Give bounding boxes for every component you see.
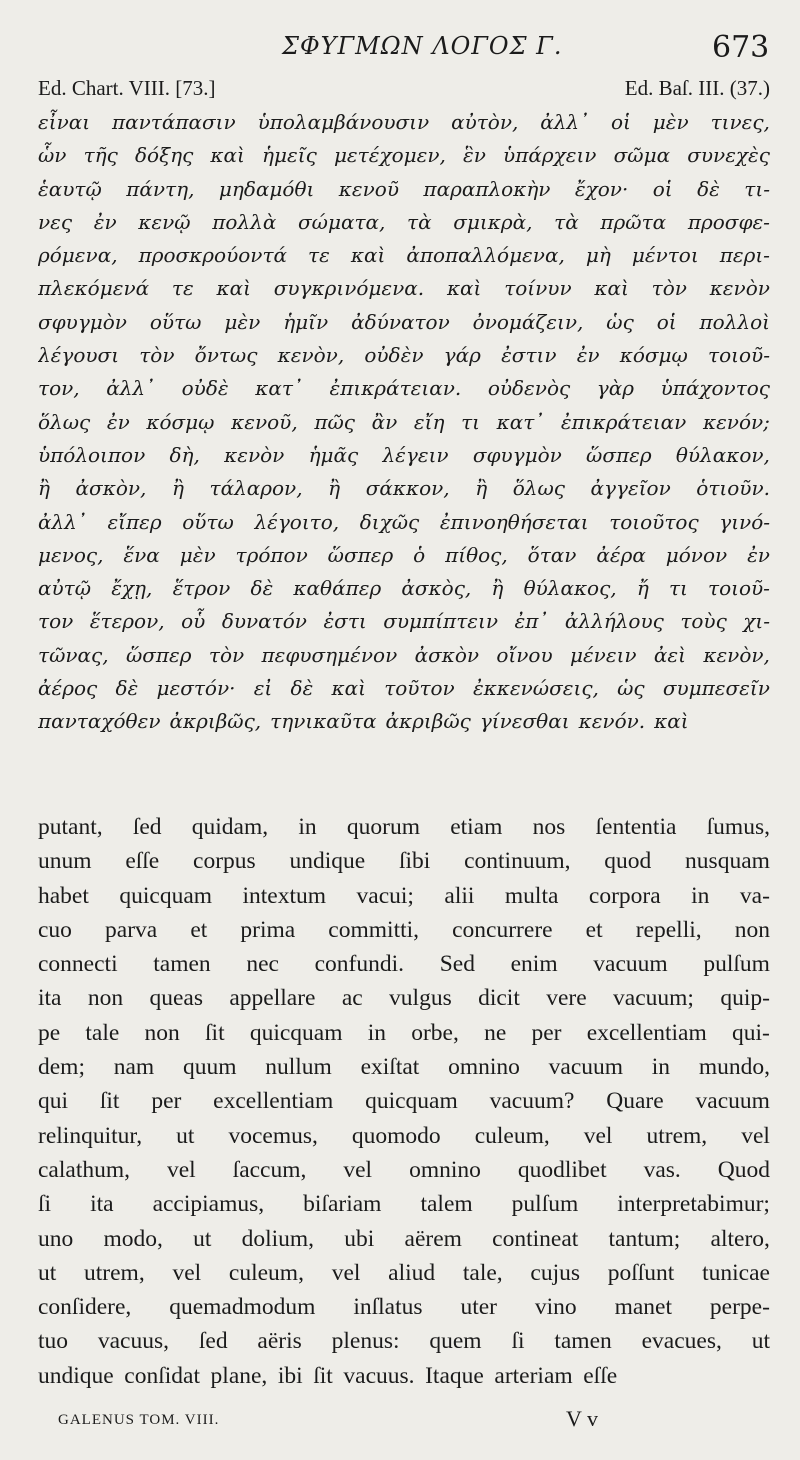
greek-text-line: τον ἕτερον, οὗ δυνατόν ἐστι συμπίπτειν ἐπ᾽ ἀλλήλους τοὺς χι- bbox=[38, 609, 770, 634]
edition-basel-reference: Ed. Baſ. III. (37.) bbox=[624, 76, 770, 100]
greek-text-line: αὐτῷ ἔχῃ, ἕτρον δὲ καθάπερ ἀσκὸς, ἢ θύλακος, ἤ τι τοιοῦ- bbox=[38, 576, 770, 601]
latin-text-line: conſidere, quemadmodum inſlatus uter vino manet perpe- bbox=[38, 1294, 770, 1321]
latin-text-line: dem; nam quum nullum exiſtat omnino vacuum in mundo, bbox=[38, 1054, 770, 1081]
latin-text-line: ita non queas appellare ac vulgus dicit vere vacuum; quip- bbox=[38, 985, 770, 1012]
greek-text-line: σφυγμὸν οὕτω μὲν ἡμῖν ἀδύνατον ὀνομάζειν, ὡς οἱ πολλοὶ bbox=[38, 309, 770, 334]
running-title: ΣΦΥΓΜΩΝ ΛΟΓΟΣ Γ. bbox=[282, 32, 563, 60]
latin-text-line: undique conſidat plane, ibi ſit vacuus. Itaque arteriam eſſe bbox=[38, 1362, 618, 1389]
latin-text-line: tuo vacuus, ſed aëris plenus: quem ſi tamen evacues, ut bbox=[38, 1328, 770, 1355]
latin-text-line: cuo parva et prima committi, concurrere et repelli, non bbox=[38, 916, 770, 943]
greek-text-line: ρόμενα, προσκρούοντά τε καὶ ἀποπαλλόμενα, μὴ μέντοι περι- bbox=[38, 243, 770, 268]
edition-chartier-reference: Ed. Chart. VIII. [73.] bbox=[38, 76, 216, 100]
greek-text-line: τον, ἀλλ᾽ οὐδὲ κατ᾽ ἐπικράτειαν. οὐδενὸς γὰρ ὑπάχοντος bbox=[38, 376, 770, 401]
latin-text-line: putant, ſed quidam, in quorum etiam nos ſententia ſumus, bbox=[38, 814, 770, 840]
greek-text-line: πανταχόθεν ἀκριβῶς, τηνικαῦτα ἀκριβῶς γίνεσθαι κενόν. καὶ bbox=[38, 709, 689, 734]
latin-text-line: uno modo, ut dolium, ubi aërem contineat tantum; altero, bbox=[38, 1225, 770, 1252]
greek-text-line: τῶνας, ὥσπερ τὸν πεφυσημένον ἀσκὸν οἴνου μένειν ἀεὶ κενὸν, bbox=[38, 642, 770, 667]
greek-text-line: ὧν τῆς δόξης καὶ ἡμεῖς μετέχομεν, ἓν ὑπάρχειν σῶμα συνεχὲς bbox=[38, 143, 770, 168]
greek-text-line: ἀλλ᾽ εἴπερ οὕτω λέγοιτο, διχῶς ἐπινοηθήσεται τοιοῦτος γινό- bbox=[38, 509, 770, 534]
latin-text-line: habet quicquam intextum vacui; alii multa corpora in va- bbox=[38, 882, 770, 909]
latin-text-line: relinquitur, ut vocemus, quomodo culeum, vel utrem, vel bbox=[38, 1122, 770, 1149]
greek-text-line: ἑαυτῷ πάντη, μηδαμόθι κενοῦ παραπλοκὴν ἔχον· οἱ δὲ τι- bbox=[38, 176, 770, 201]
latin-text-line: ut utrem, vel culeum, vel aliud tale, cujus poſſunt tunicae bbox=[38, 1259, 770, 1286]
greek-text-line: λέγουσι τὸν ὄντως κενὸν, οὐδὲν γάρ ἐστιν ἐν κόσμῳ τοιοῦ- bbox=[38, 343, 770, 368]
greek-text-block bbox=[38, 106, 770, 739]
footer-volume-signature: GALENUS TOM. VIII. bbox=[58, 1412, 220, 1428]
page-number: 673 bbox=[712, 30, 770, 65]
footer-gathering-mark: V v bbox=[566, 1406, 598, 1431]
greek-text-line: ἢ ἀσκὸν, ἢ τάλαρον, ἢ σάκκον, ἢ ὅλως ἀγγεῖον ὁτιοῦν. bbox=[38, 476, 770, 501]
page-footer bbox=[58, 1406, 758, 1436]
latin-text-line: qui ſit per excellentiam quicquam vacuum? Quare vacuum bbox=[38, 1088, 770, 1115]
greek-text-line: ὑπόλοιπον δὴ, κενὸν ἡμᾶς λέγειν σφυγμὸν ὥσπερ θύλακον, bbox=[38, 442, 770, 467]
greek-text-line: νες ἐν κενῷ πολλὰ σώματα, τὰ σμικρὰ, τὰ πρῶτα προσφε- bbox=[38, 209, 770, 234]
latin-text-line: ſi ita accipiamus, biſariam talem pulſum interpretabimur; bbox=[38, 1191, 770, 1218]
edition-references bbox=[38, 76, 770, 106]
latin-text-line: connecti tamen nec confundi. Sed enim vacuum pulſum bbox=[38, 951, 770, 978]
latin-text-block bbox=[38, 810, 770, 1393]
greek-text-line: μενος, ἕνα μὲν τρόπον ὥσπερ ὁ πίθος, ὅταν ἀέρα μόνον ἐν bbox=[38, 542, 770, 567]
latin-text-line: calathum, vel ſaccum, vel omnino quodlibet vas. Quod bbox=[38, 1156, 770, 1183]
running-head bbox=[0, 28, 800, 68]
latin-text-line: unum eſſe corpus undique ſibi continuum, quod nusquam bbox=[38, 848, 770, 875]
greek-text-line: πλεκόμενά τε καὶ συγκρινόμενα. καὶ τοίνυν καὶ τὸν κενὸν bbox=[38, 276, 770, 301]
greek-text-line: ὅλως ἐν κόσμῳ κενοῦ, πῶς ἂν εἴη τι κατ᾽ ἐπικράτειαν κενόν; bbox=[38, 409, 770, 434]
greek-text-line: εἶναι παντάπασιν ὑπολαμβάνουσιν αὐτὸν, ἀλλ᾽ οἱ μὲν τινες, bbox=[38, 110, 770, 134]
latin-text-line: pe tale non ſit quicquam in orbe, ne per excellentiam qui- bbox=[38, 1019, 770, 1046]
greek-text-line: ἀέρος δὲ μεστόν· εἰ δὲ καὶ τοῦτον ἐκκενώσεις, ὡς συμπεσεῖν bbox=[38, 676, 770, 701]
